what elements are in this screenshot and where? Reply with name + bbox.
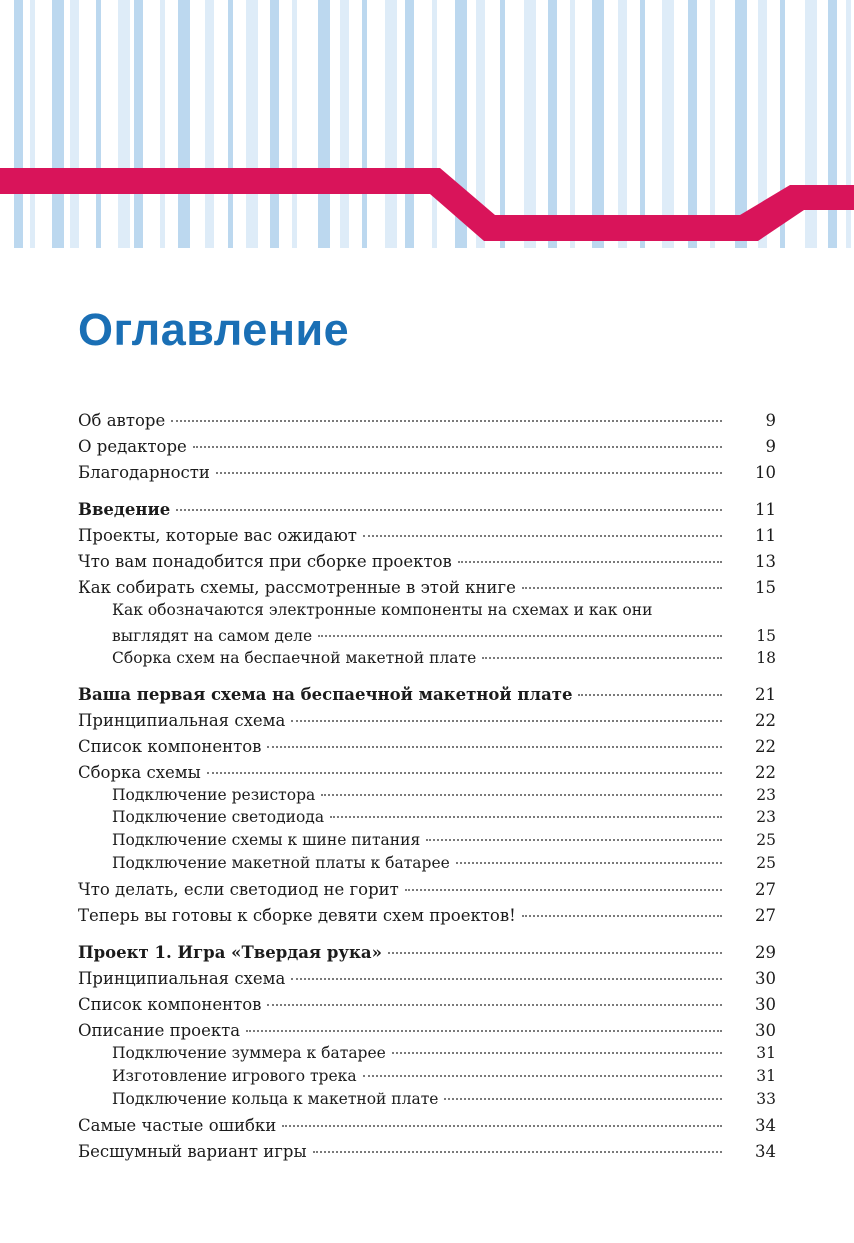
toc-entry[interactable] bbox=[78, 552, 776, 571]
toc-entry[interactable] bbox=[78, 880, 776, 899]
toc-entry[interactable] bbox=[112, 649, 776, 667]
toc-page-number: 31 bbox=[756, 1044, 776, 1062]
toc-entry[interactable] bbox=[78, 411, 776, 430]
toc-entry[interactable] bbox=[78, 578, 776, 597]
toc-entry[interactable] bbox=[78, 1116, 776, 1135]
toc-leader-dots bbox=[176, 508, 722, 511]
toc-page-number: 30 bbox=[755, 969, 776, 988]
toc-leader-dots bbox=[330, 815, 722, 818]
toc-page-number: 30 bbox=[755, 995, 776, 1014]
toc-entry-text: Подключение резистора bbox=[112, 786, 316, 804]
toc-entry-text: Список компонентов bbox=[78, 995, 262, 1014]
toc-entry-text: Принципиальная схема bbox=[78, 969, 286, 988]
toc-entry[interactable] bbox=[78, 437, 776, 456]
toc-page-number: 34 bbox=[755, 1142, 776, 1161]
toc-entry-text: Подключение макетной платы к батарее bbox=[112, 854, 450, 872]
toc-page-number: 23 bbox=[756, 808, 776, 826]
toc-page-number: 29 bbox=[755, 943, 776, 962]
toc-leader-dots bbox=[444, 1097, 722, 1100]
toc-entry-text: Описание проекта bbox=[78, 1021, 241, 1040]
toc-leader-dots bbox=[482, 656, 722, 659]
toc-entry-text: Сборка схем на беспаечной макетной плате bbox=[112, 649, 477, 667]
toc-leader-dots bbox=[522, 914, 722, 917]
toc-entry[interactable] bbox=[78, 969, 776, 988]
toc-leader-dots bbox=[388, 951, 722, 954]
toc-leader-dots bbox=[363, 1074, 722, 1077]
toc-page-number: 30 bbox=[755, 1021, 776, 1040]
toc-leader-dots bbox=[458, 560, 722, 563]
toc-leader-dots bbox=[318, 634, 722, 637]
toc-leader-dots bbox=[216, 471, 722, 474]
toc-entry[interactable] bbox=[112, 831, 776, 849]
toc-leader-dots bbox=[363, 534, 722, 537]
toc-entry-text: Введение bbox=[78, 500, 171, 519]
toc-entry[interactable] bbox=[78, 526, 776, 545]
toc-entry[interactable] bbox=[112, 854, 776, 872]
toc-leader-dots bbox=[426, 838, 722, 841]
toc-entry[interactable] bbox=[112, 786, 776, 804]
toc-entry[interactable] bbox=[78, 943, 776, 962]
toc-entry[interactable] bbox=[78, 763, 776, 782]
toc-entry[interactable] bbox=[112, 1090, 776, 1108]
toc-leader-dots bbox=[282, 1124, 722, 1127]
toc-page-number: 27 bbox=[755, 906, 776, 925]
toc-leader-dots bbox=[246, 1029, 722, 1032]
toc-page-number: 15 bbox=[756, 627, 776, 645]
toc-leader-dots bbox=[456, 861, 722, 864]
toc-page-number: 22 bbox=[755, 711, 776, 730]
toc-entry-text: Подключение зуммера к батарее bbox=[112, 1044, 386, 1062]
toc-entry-text: Изготовление игрового трека bbox=[112, 1067, 357, 1085]
toc-leader-dots bbox=[578, 693, 722, 696]
toc-leader-dots bbox=[267, 1003, 722, 1006]
toc-entry-text: Подключение светодиода bbox=[112, 808, 325, 826]
toc-entry[interactable] bbox=[78, 737, 776, 756]
toc-entry-text: Благодарности bbox=[78, 463, 210, 482]
toc-page-number: 11 bbox=[755, 500, 776, 519]
toc-page-number: 34 bbox=[755, 1116, 776, 1135]
page-title: Оглавление bbox=[78, 304, 350, 355]
toc-entry-text: Как собирать схемы, рассмотренные в этой книге bbox=[78, 578, 516, 597]
toc-page-number: 23 bbox=[756, 786, 776, 804]
toc-entry[interactable] bbox=[78, 1021, 776, 1040]
toc-entry-text: Что делать, если светодиод не горит bbox=[78, 880, 399, 899]
toc-leader-dots bbox=[522, 586, 722, 589]
toc-leader-dots bbox=[321, 793, 722, 796]
toc-leader-dots bbox=[267, 745, 722, 748]
toc-leader-dots bbox=[392, 1051, 722, 1054]
toc-entry-text: Проекты, которые вас ожидают bbox=[78, 526, 357, 545]
toc-entry[interactable] bbox=[78, 500, 776, 519]
toc-entry-text: О редакторе bbox=[78, 437, 187, 456]
toc-entry-text: Подключение кольца к макетной плате bbox=[112, 1090, 439, 1108]
toc-page-number: 13 bbox=[755, 552, 776, 571]
toc-entry[interactable] bbox=[112, 627, 776, 645]
toc-leader-dots bbox=[207, 771, 722, 774]
toc-entry-text: Что вам понадобится при сборке проектов bbox=[78, 552, 452, 571]
toc-entry[interactable] bbox=[112, 808, 776, 826]
toc-entry-text: Ваша первая схема на беспаечной макетной плате bbox=[78, 685, 573, 704]
toc-entry[interactable] bbox=[78, 1142, 776, 1161]
toc-entry[interactable] bbox=[112, 1044, 776, 1062]
toc-entry[interactable] bbox=[78, 685, 776, 704]
toc-page-number: 22 bbox=[755, 763, 776, 782]
toc-page-number: 11 bbox=[755, 526, 776, 545]
toc-entry[interactable] bbox=[78, 711, 776, 730]
toc-page-number: 10 bbox=[755, 463, 776, 482]
toc-entry-text: Самые частые ошибки bbox=[78, 1116, 277, 1135]
toc-entry-text: выглядят на самом деле bbox=[112, 627, 313, 645]
toc-entry[interactable] bbox=[112, 1067, 776, 1085]
toc-entry-text: Подключение схемы к шине питания bbox=[112, 831, 421, 849]
toc-page-number: 22 bbox=[755, 737, 776, 756]
toc-leader-dots bbox=[291, 719, 722, 722]
toc-entry-text: Как обозначаются электронные компоненты на схемах и как они bbox=[112, 601, 653, 619]
toc-entry-text: Принципиальная схема bbox=[78, 711, 286, 730]
toc-entry[interactable] bbox=[78, 906, 776, 925]
toc-leader-dots bbox=[313, 1150, 722, 1153]
toc-page-number: 21 bbox=[755, 685, 776, 704]
toc-page-number: 31 bbox=[756, 1067, 776, 1085]
toc-entry-text: Об авторе bbox=[78, 411, 166, 430]
toc-entry-text: Проект 1. Игра «Твердая рука» bbox=[78, 943, 382, 962]
toc-leader-dots bbox=[291, 977, 722, 980]
toc-page-number: 27 bbox=[755, 880, 776, 899]
toc-entry-text: Теперь вы готовы к сборке девяти схем проектов! bbox=[78, 906, 516, 925]
toc-entry-text: Бесшумный вариант игры bbox=[78, 1142, 307, 1161]
toc-page-number: 33 bbox=[756, 1090, 776, 1108]
toc-leader-dots bbox=[405, 888, 722, 891]
toc-page-number: 18 bbox=[756, 649, 776, 667]
toc-page-number: 15 bbox=[755, 578, 776, 597]
toc-page-number: 9 bbox=[765, 411, 776, 430]
toc-entry[interactable] bbox=[78, 463, 776, 482]
toc-entry-text: Сборка схемы bbox=[78, 763, 201, 782]
toc-leader-dots bbox=[171, 419, 722, 422]
toc-entry[interactable] bbox=[78, 995, 776, 1014]
toc-entry-text: Список компонентов bbox=[78, 737, 262, 756]
toc-page-number: 9 bbox=[765, 437, 776, 456]
toc-page-number: 25 bbox=[756, 854, 776, 872]
toc-page-number: 25 bbox=[756, 831, 776, 849]
toc-leader-dots bbox=[193, 445, 722, 448]
